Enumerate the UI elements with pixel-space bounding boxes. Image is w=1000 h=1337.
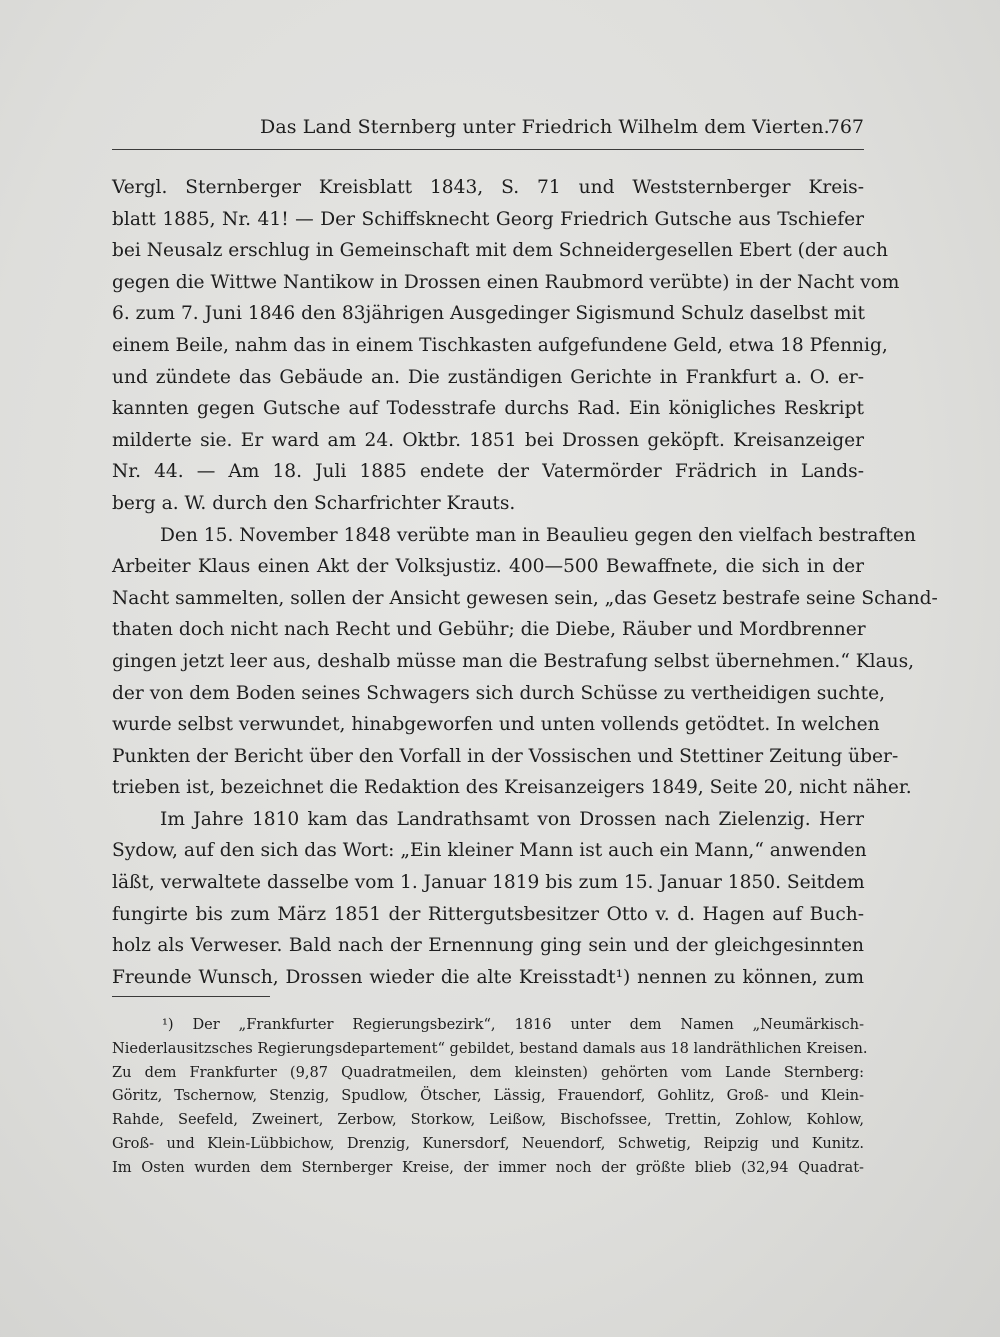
footnote-line: Göritz, Tschernow, Stenzig, Spudlow, Ötscher, Lässig, Frauendorf, Gohlitz, Groß- und Klein- [112,1087,864,1105]
text-line: einem Beile, nahm das in einem Tischkasten aufgefundene Geld, etwa 18 Pfennig, [112,334,888,356]
text-line: Nr. 44. — Am 18. Juli 1885 endete der Vatermörder Frädrich in Lands- [112,461,864,483]
text-line: Im Jahre 1810 kam das Landrathsamt von Drossen nach Zielenzig. Herr [160,808,864,830]
footnote-line: Rahde, Seefeld, Zweinert, Zerbow, Storkow, Leißow, Bischofssee, Trettin, Zohlow, Kohlow, [112,1111,864,1129]
text-line: bei Neusalz erschlug in Gemeinschaft mit dem Schneidergesellen Ebert (der auch [112,240,889,262]
text-line: gingen jetzt leer aus, deshalb müsse man die Bestrafung selbst übernehmen.“ Klaus, [112,650,915,672]
text-line: trieben ist, bezeichnet die Redaktion des Kreisanzeigers 1849, Seite 20, nicht näher. [112,777,912,799]
text-line: läßt, verwaltete dasselbe vom 1. Januar 1819 bis zum 15. Januar 1850. Seitdem [112,872,865,894]
text-line: blatt 1885, Nr. 41! — Der Schiffsknecht Georg Friedrich Gutsche aus Tschiefer [112,208,864,230]
footnote-line: Niederlausitzsches Regierungsdepartement“ gebildet, bestand damals aus 18 landräthlichen Kreisen. [112,1039,868,1057]
text-line: Vergl. Sternberger Kreisblatt 1843, S. 71 und Weststernberger Kreis- [112,177,864,198]
footnotes [112,1013,868,1180]
text-line: holz als Verweser. Bald nach der Ernennung ging sein und der gleichgesinnten [112,935,864,957]
page-number: 767 [827,116,864,138]
body-text [112,172,938,993]
text-line: fungirte bis zum März 1851 der Rittergutsbesitzer Otto v. d. Hagen auf Buch- [112,903,864,925]
footnote-rule [112,996,270,997]
running-head [112,116,864,146]
running-title: Das Land Sternberg unter Friedrich Wilhelm dem Vierten. [260,116,830,138]
text-line: wurde selbst verwundet, hinabgeworfen und unten vollends getödtet. In welchen [112,714,880,736]
text-line: Freunde Wunsch, Drossen wieder die alte Kreisstadt¹) nennen zu können, zum [112,966,864,988]
text-line: Sydow, auf den sich das Wort: „Ein kleiner Mann ist auch ein Mann,“ anwenden [112,840,867,862]
text-line: thaten doch nicht nach Recht und Gebühr; die Diebe, Räuber und Mordbrenner [112,619,866,641]
footnote-line: Zu dem Frankfurter (9,87 Quadratmeilen, dem kleinsten) gehörten vom Lande Sternberg: [112,1063,864,1081]
footnote-line: ¹) Der „Frankfurter Regierungsbezirk“, 1816 unter dem Namen „Neumärkisch- [162,1016,864,1033]
text-line: berg a. W. durch den Scharfrichter Krauts. [112,492,516,514]
text-line: milderte sie. Er ward am 24. Oktbr. 1851 bei Drossen geköpft. Kreisanzeiger [112,429,864,451]
text-line: Arbeiter Klaus einen Akt der Volksjustiz. 400—500 Bewaffnete, die sich in der [112,556,864,578]
header-rule [112,149,864,150]
text-line: 6. zum 7. Juni 1846 den 83jährigen Ausgedinger Sigismund Schulz daselbst mit [112,303,865,325]
text-line: kannten gegen Gutsche auf Todesstrafe durchs Rad. Ein königliches Reskript [112,398,864,420]
text-line: gegen die Wittwe Nantikow in Drossen einen Raubmord verübte) in der Nacht vom [112,271,900,293]
text-line: Nacht sammelten, sollen der Ansicht gewesen sein, „das Gesetz bestrafe seine Schand- [112,587,938,609]
text-line: Den 15. November 1848 verübte man in Beaulieu gegen den vielfach bestraften [160,524,916,546]
text-line: Punkten der Bericht über den Vorfall in der Vossischen und Stettiner Zeitung über- [112,745,899,767]
footnote-line: Im Osten wurden dem Sternberger Kreise, der immer noch der größte blieb (32,94 Quadrat- [112,1158,864,1176]
footnote-line: Groß- und Klein-Lübbichow, Drenzig, Kunersdorf, Neuendorf, Schwetig, Reipzig und Kunitz. [112,1134,864,1152]
text-line: und zündete das Gebäude an. Die zuständigen Gerichte in Frankfurt a. O. er- [112,366,864,388]
text-line: der von dem Boden seines Schwagers sich durch Schüsse zu vertheidigen suchte, [112,682,886,704]
